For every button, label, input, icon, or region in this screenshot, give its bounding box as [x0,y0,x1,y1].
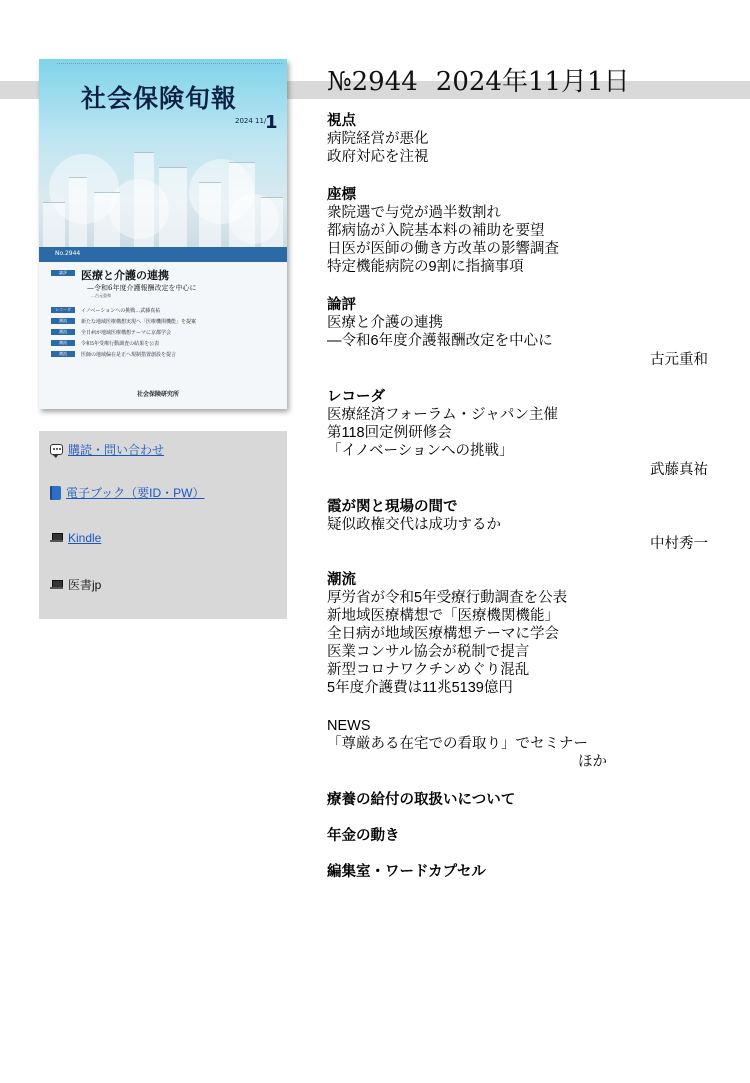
ebook-link[interactable]: 電子ブック（要ID・PW） [66,486,205,500]
toc-section-henshu [327,863,486,881]
ishojp-label: 医書jp [68,578,102,592]
section-line: 日医が医師の働き方改革の影響調査 [327,241,559,257]
chat-icon [50,444,63,455]
cover-issue-day: 1 [265,112,278,133]
section-heading: NEWS [327,718,371,734]
toc-section-ryoyo [327,791,515,809]
section-line: 衆院選で与党が過半数割れ [327,205,501,221]
section-line: 政府対応を注視 [327,149,429,165]
section-heading: 視点 [327,113,356,129]
cover-item: 全日病が地域医療構想テーマに京都学会 [81,330,172,336]
section-line: 全日病が地域医療構想テーマに学会 [327,626,559,642]
section-line: 都病協が入院基本料の補助を要望 [327,223,545,239]
section-extra: ほか [578,754,607,770]
section-heading: 編集室・ワードカプセル [327,864,486,880]
links-panel [39,431,287,619]
section-line: 「イノベーションへの挑戦」 [327,443,514,459]
cover-item: イノベーションへの挑戦…武藤真祐 [81,308,161,314]
cover-subtitle: —令和6年度介護報酬改定を中心に [87,284,197,292]
toc-section-recorder [327,388,558,460]
magazine-cover[interactable] [39,59,287,409]
section-line: 医業コンサル協会が税制で提言 [327,644,530,660]
cover-tag: 潮流 [51,340,75,346]
cover-tag: 潮流 [51,329,75,335]
section-line: 医療経済フォーラム・ジャパン主催 [327,407,558,423]
section-heading: 年金の動き [327,828,400,844]
cover-main-title: 医療と介護の連携 [81,269,169,282]
ishojp-row [50,576,101,593]
toc-section-news [327,717,588,753]
section-line: 新型コロナワクチンめぐり混乱 [327,662,530,678]
issue-date: 2024年11月1日 [435,67,630,97]
cover-tag: 潮流 [51,351,75,357]
toc-section-zahyo [327,186,559,276]
section-heading: レコーダ [327,389,385,405]
section-heading: 療養の給付の取扱いについて [327,792,516,808]
cover-tag: 潮流 [51,318,75,324]
section-line: 新地域医療構想で「医療機関機能」 [327,608,559,624]
cover-author: …古元重和 [91,293,111,298]
cover-item: 医師の地域偏在是正へ規制措置創設を提言 [81,352,177,358]
laptop-icon [50,533,63,543]
section-line: 病院経営が悪化 [327,131,429,147]
section-line: ―令和6年度介護報酬改定を中心に [327,333,553,349]
cover-issue-band [39,247,287,262]
cover-tag: 論評 [51,270,75,276]
section-author: 中村秀一 [650,536,708,552]
toc-section-nenkin [327,827,400,845]
section-line: 「尊厳ある在宅での看取り」でセミナー [327,736,588,752]
book-icon [50,486,61,500]
section-line: 疑似政権交代は成功するか [327,517,501,533]
cover-issue-number: No.2944 [55,250,81,257]
section-heading: 論評 [327,297,356,313]
laptop-icon [50,580,63,590]
section-line: 厚労省が令和5年受療行動調査を公表 [327,590,568,606]
toc-section-choryu [327,571,567,697]
toc-section-shiten [327,112,429,166]
issue-number: №2944 [327,67,418,97]
kindle-link[interactable]: Kindle [68,531,102,545]
section-line: 特定機能病院の9割に指摘事項 [327,259,524,275]
kindle-link-row[interactable] [50,531,101,545]
cover-item: 令和5年受療行動調査の結果を公表 [81,341,160,347]
subscribe-link-row[interactable] [50,441,164,458]
cover-date: 2024 11/ [235,117,267,125]
cover-item: 新たな地域医療構想実現へ「医療機関機能」を提案 [81,319,197,325]
cover-tag: レコーダ [51,307,75,313]
toc-section-kasumigaseki [327,498,501,534]
section-heading: 座標 [327,187,356,203]
cover-publisher: 社会保険研究所 [137,391,180,398]
section-line: 5年度介護費は11兆5139億円 [327,680,513,696]
issue-header [327,61,630,98]
section-heading: 潮流 [327,572,356,588]
ebook-link-row[interactable] [50,484,205,501]
section-author: 古元重和 [650,352,708,368]
cover-magazine-title: 社会保険旬報 [81,84,238,113]
section-line: 第118回定例研修会 [327,425,452,441]
section-heading: 霞が関と現場の間で [327,499,458,515]
section-author: 武藤真祐 [650,462,708,478]
toc-section-ronpyo [327,296,553,350]
subscribe-link[interactable]: 購読・問い合わせ [68,443,165,457]
section-line: 医療と介護の連携 [327,315,443,331]
